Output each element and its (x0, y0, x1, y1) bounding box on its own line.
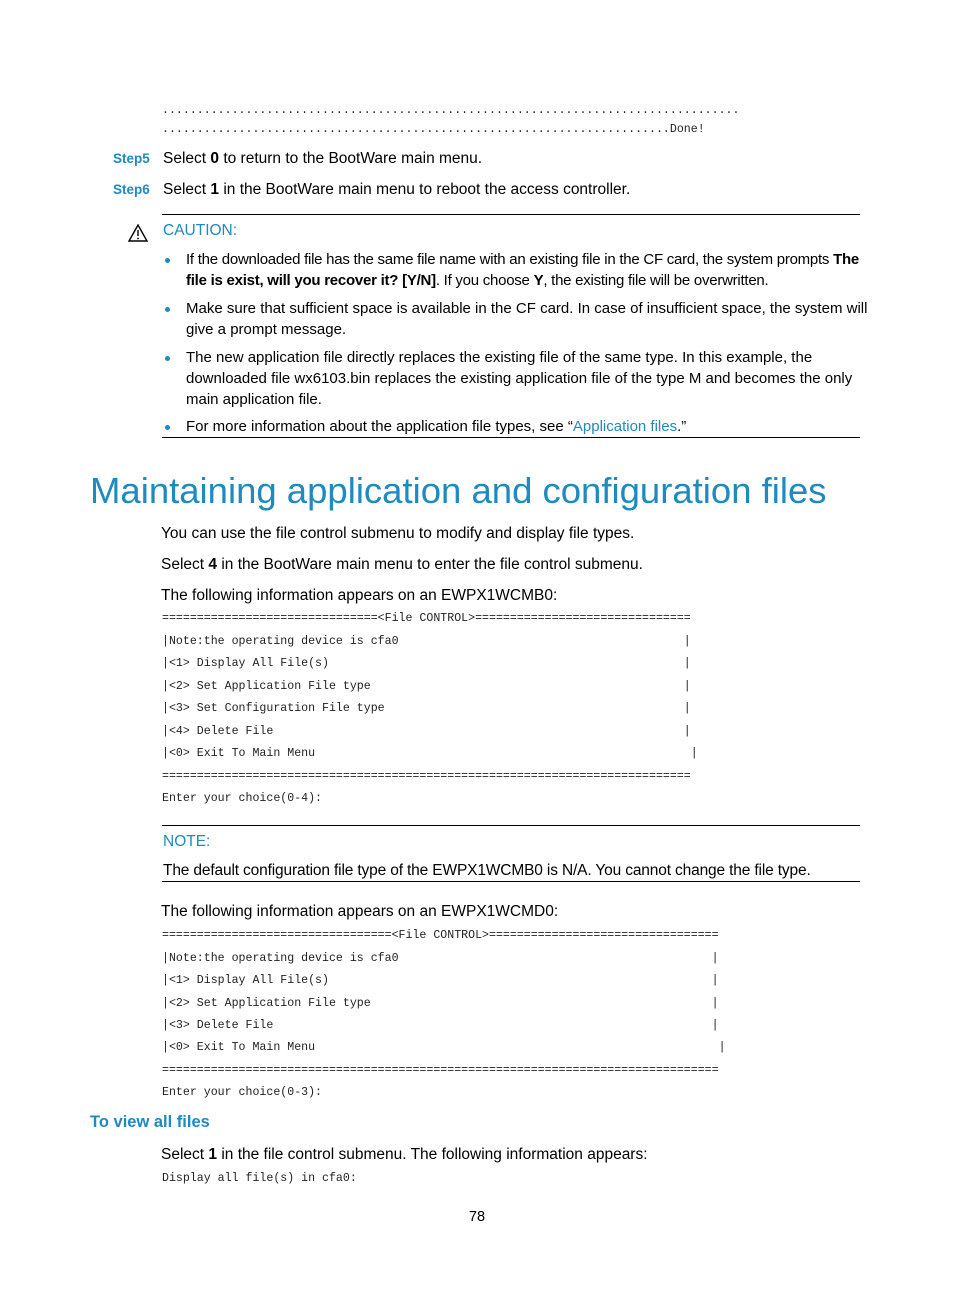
note-bottom-rule (162, 881, 860, 882)
menu-line: |<1> Display All File(s) | (162, 974, 719, 987)
caution-top-rule (162, 214, 860, 215)
caution-bullet-4: For more information about the application file types, see “Application files.” (186, 416, 686, 437)
caution-bottom-rule (162, 437, 860, 438)
step-label: Step6 (113, 182, 150, 197)
step-6: Step6 Select 1 in the BootWare main menu to reboot the access controller. (113, 181, 631, 198)
application-files-link[interactable]: Application files (572, 418, 678, 435)
menu-prompt: Enter your choice(0-3): (162, 1086, 323, 1099)
menu-border: =================================<File CONTROL>================================= (162, 929, 719, 942)
menu-line: |<3> Delete File | (162, 1019, 719, 1032)
paragraph: The following information appears on an EWPX1WCMD0: (161, 903, 559, 920)
caution-bullet-2: Make sure that sufficient space is available in the CF card. In case of insufficient space, the system will give a prompt message. (186, 298, 867, 340)
menu-line: |Note:the operating device is cfa0 | (162, 635, 691, 648)
menu-border: ================================================================================ (162, 1064, 719, 1077)
step-5: Step5 Select 0 to return to the BootWare main menu. (113, 150, 483, 167)
menu-line: |<1> Display All File(s) | (162, 657, 691, 670)
menu-line: |Note:the operating device is cfa0 | (162, 952, 719, 965)
warning-triangle-icon (128, 224, 148, 247)
paragraph: You can use the file control submenu to modify and display file types. (161, 525, 635, 542)
paragraph: Select 1 in the file control submenu. The following information appears: (161, 1146, 648, 1163)
menu-border: ===============================<File CONTROL>=============================== (162, 612, 691, 625)
page-number: 78 (468, 1209, 486, 1225)
paragraph: The following information appears on an EWPX1WCMB0: (161, 587, 558, 604)
step-label: Step5 (113, 151, 150, 166)
section-title: Maintaining application and configuration files (90, 470, 827, 511)
menu-line: |<3> Set Configuration File type | (162, 702, 691, 715)
caution-title: CAUTION: (163, 222, 238, 239)
bullet-icon (165, 356, 170, 361)
menu-line: |<0> Exit To Main Menu | (162, 747, 698, 760)
menu-prompt: Enter your choice(0-4): (162, 792, 323, 805)
menu-line: |<2> Set Application File type | (162, 997, 719, 1010)
menu-line: |<2> Set Application File type | (162, 680, 691, 693)
console-output-line: .........................................................................Done! (162, 123, 705, 136)
menu-line: |<4> Delete File | (162, 725, 691, 738)
note-top-rule (162, 825, 860, 826)
caution-bullet-3: The new application file directly replaces the existing file of the same type. In this example, the downloaded file wx6103.bin replaces the existing application file of the type M and becomes the only main application file. (186, 347, 852, 410)
bullet-icon (165, 425, 170, 430)
menu-border: ============================================================================ (162, 770, 691, 783)
paragraph: Select 4 in the BootWare main menu to enter the file control submenu. (161, 556, 643, 573)
menu-line: |<0> Exit To Main Menu | (162, 1041, 726, 1054)
bullet-icon (165, 258, 170, 263)
note-text: The default configuration file type of the EWPX1WCMB0 is N/A. You cannot change the file type. (163, 862, 811, 879)
caution-bullet-1: If the downloaded file has the same file name with an existing file in the CF card, the system prompts The file is exist, will you recover it? [Y/N]. If you choose Y, the existing file will be overwritten. (186, 249, 862, 291)
note-title: NOTE: (163, 833, 211, 850)
subsection-title: To view all files (90, 1113, 210, 1131)
console-output-line: Display all file(s) in cfa0: (162, 1172, 357, 1185)
bullet-icon (165, 307, 170, 312)
console-output-line: ................................................................................... (162, 104, 740, 117)
